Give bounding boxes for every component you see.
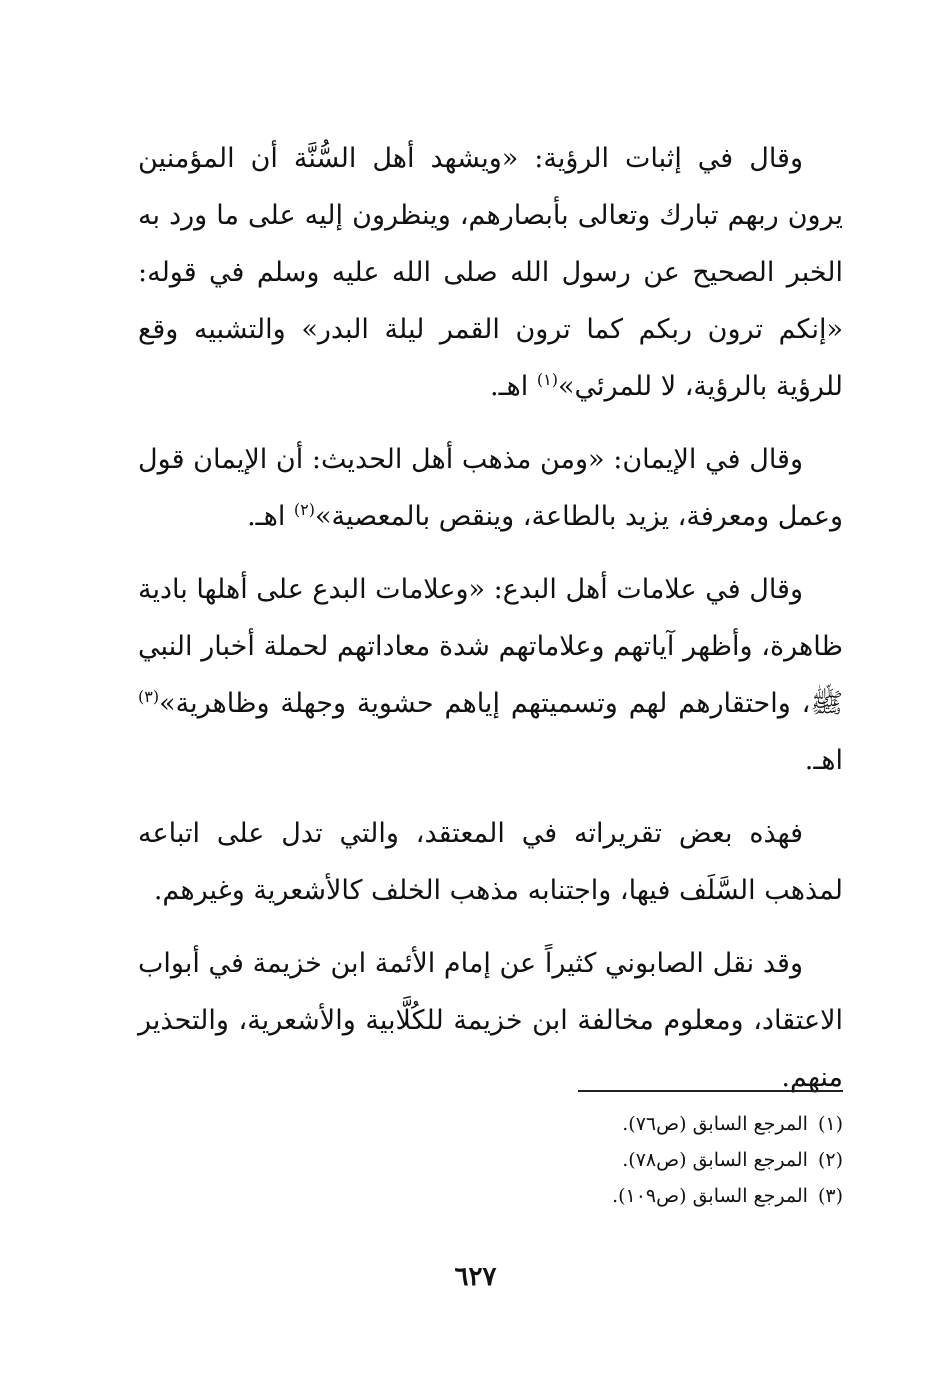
paragraph-tail: اهـ. bbox=[804, 745, 843, 776]
footnote-number: (٣) bbox=[817, 1185, 843, 1207]
footnote-text: المرجع السابق (ص٧٨). bbox=[622, 1149, 808, 1171]
footnotes bbox=[138, 1106, 843, 1214]
paragraph-text: وقال في الإيمان: «ومن مذهب أهل الحديث: أن الإيمان قول وعمل ومعرفة، يزيد بالطاعة، وينقص بالمعصية» bbox=[138, 444, 843, 532]
footnote-item bbox=[138, 1178, 843, 1214]
paragraph-innovators bbox=[138, 561, 843, 789]
paragraph-ibn-khuzaymah bbox=[138, 935, 843, 1106]
footnote-item bbox=[138, 1142, 843, 1178]
footnote-text: المرجع السابق (ص١٠٩). bbox=[612, 1185, 808, 1207]
footnote-item bbox=[138, 1106, 843, 1142]
footnote-number: (١) bbox=[817, 1113, 843, 1135]
paragraph-tail: اهـ. bbox=[247, 501, 294, 532]
page-number: ٦٢٧ bbox=[454, 1262, 497, 1292]
footnote-text: المرجع السابق (ص٧٦). bbox=[622, 1113, 808, 1135]
paragraph-faith bbox=[138, 431, 843, 545]
paragraph-text: وقال في علامات أهل البدع: «وعلامات البدع على أهلها بادية ظاهرة، وأظهر آياتهم وعلاماتهم شدة معاداتهم لحملة أخبار النبي ﷺ، واحتقارهم لهم وتسميتهم إياهم حشوية وجهلة وظاهرية» bbox=[138, 574, 843, 719]
paragraph-text: وقد نقل الصابوني كثيراً عن إمام الأئمة ابن خزيمة في أبواب الاعتقاد، ومعلوم مخالفة ابن خزيمة للكُلَّابية والأشعرية، والتحذير منهم. bbox=[138, 948, 843, 1093]
paragraph-tail: اهـ. bbox=[490, 371, 537, 402]
footnote-divider bbox=[578, 1090, 843, 1092]
paragraph-text: وقال في إثبات الرؤية: «ويشهد أهل السُّنَّة أن المؤمنين يرون ربهم تبارك وتعالى بأبصارهم، وينظرون إليه على ما ورد به الخبر الصحيح عن رسول الله صلى الله عليه وسلم في قوله: «إنكم ترون ربكم كما ترون القمر ليلة البدر» والتشبيه وقع للرؤية بالرؤية، لا للمرئي» bbox=[138, 143, 843, 402]
paragraph-summary bbox=[138, 805, 843, 919]
footnote-number: (٢) bbox=[817, 1149, 843, 1171]
paragraph-vision bbox=[138, 130, 843, 415]
paragraph-text: فهذه بعض تقريراته في المعتقد، والتي تدل على اتباعه لمذهب السَّلَف فيها، واجتنابه مذهب الخلف كالأشعرية وغيرهم. bbox=[138, 818, 843, 906]
footnote-ref: (١) bbox=[536, 370, 558, 389]
footnote-ref: (٢) bbox=[293, 500, 316, 519]
footnote-ref: (٣) bbox=[138, 687, 160, 706]
